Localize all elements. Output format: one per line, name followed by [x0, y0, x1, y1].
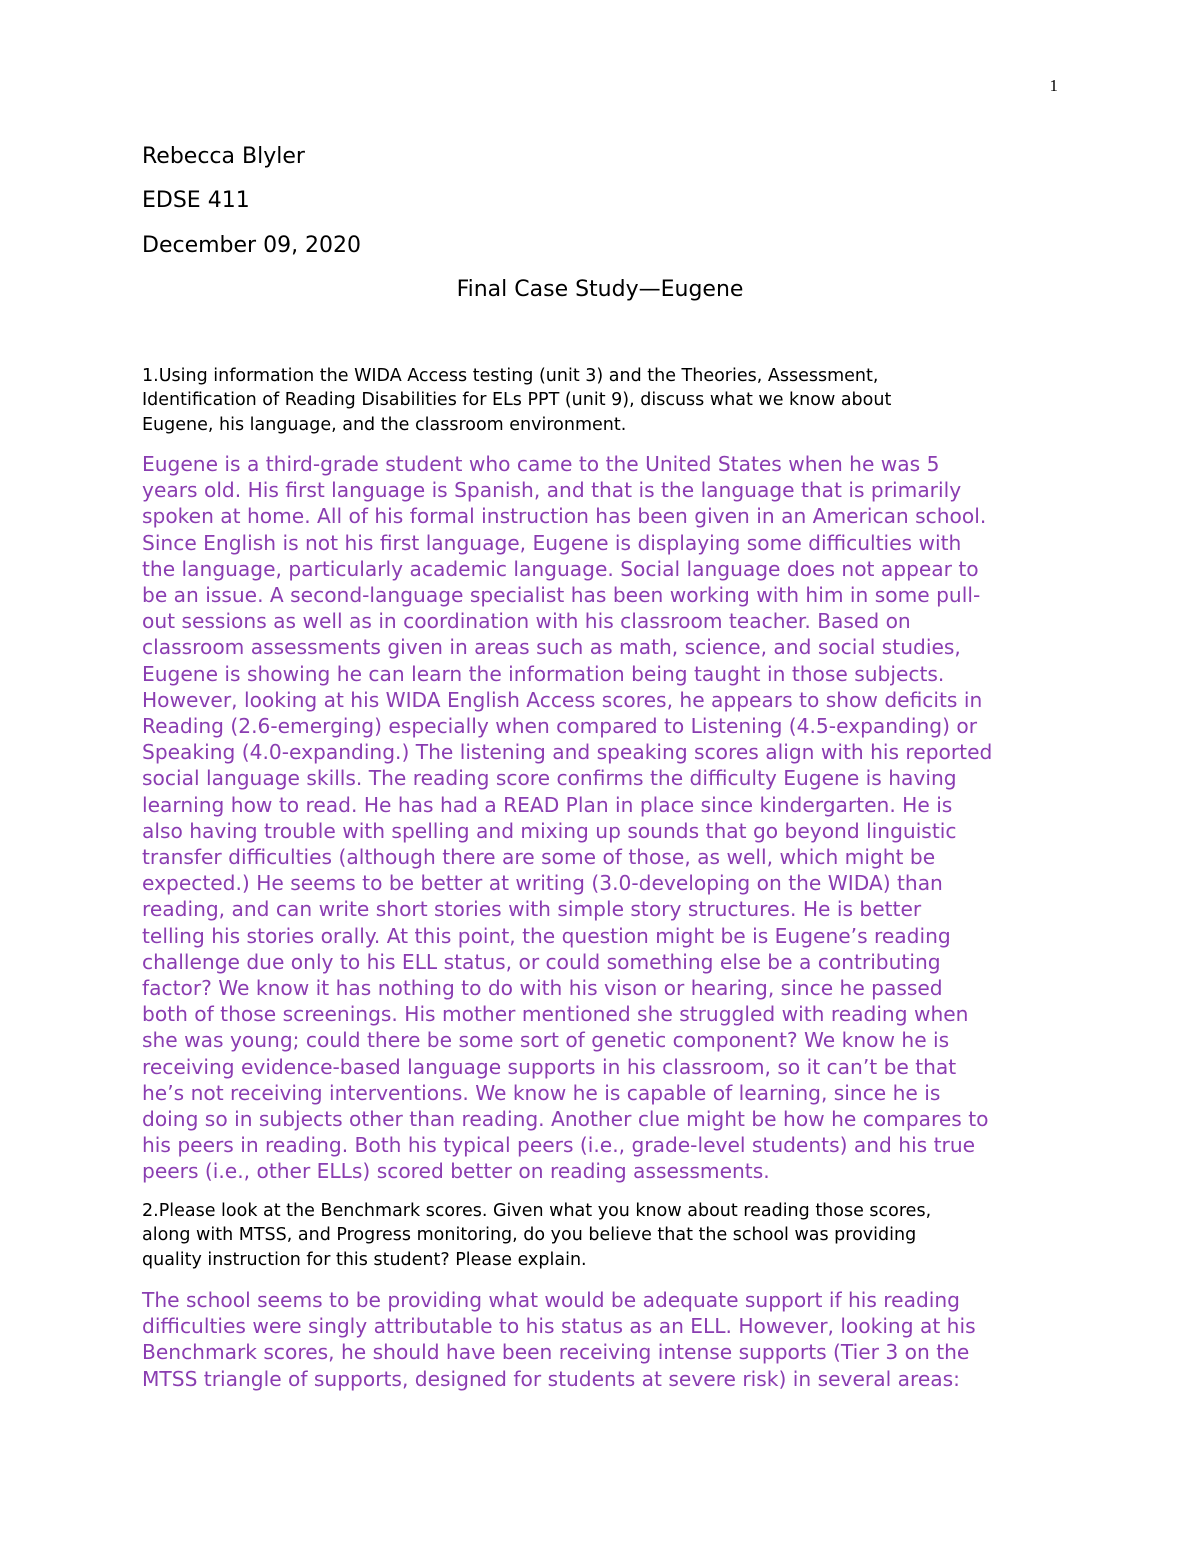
question-line: 2.Please look at the Benchmark scores. Given what you know about reading those scores, [142, 1201, 932, 1221]
answer-line: years old. His first language is Spanish, and that is the language that is primarily [142, 478, 962, 503]
answer-line: The school seems to be providing what would be adequate support if his reading [142, 1288, 960, 1312]
answer-line: Speaking (4.0-expanding.) The listening and speaking scores align with his reported [142, 740, 993, 765]
answer-line: receiving evidence-based language supports in his classroom, so it can’t be that [142, 1054, 957, 1079]
answer-line: factor? We know it has nothing to do with his vison or hearing, since he passed [142, 976, 943, 1001]
question-line: Identification of Reading Disabilities for ELs PPT (unit 9), discuss what we know about [142, 390, 892, 411]
answer-line: transfer difficulties (although there are some of those, as well, which might be [142, 845, 936, 870]
question-line: along with MTSS, and Progress monitoring, do you believe that the school was providing [142, 1225, 917, 1246]
document-title: Final Case Study—Eugene [456, 277, 744, 302]
answer-line: difficulties were singly attributable to his status as an ELL. However, looking at his [142, 1314, 976, 1339]
answer-line: both of those screenings. His mother mentioned she struggled with reading when [142, 1002, 969, 1027]
answer-line: doing so in subjects other than reading. Another clue might be how he compares to [142, 1107, 989, 1132]
answer-line: MTSS triangle of supports, designed for students at severe risk) in several areas: [142, 1366, 960, 1391]
question-1 [142, 364, 1022, 437]
answer-line: Since English is not his first language, Eugene is displaying some difficulties with [142, 530, 962, 555]
answer-line: learning how to read. He has had a READ Plan in place since kindergarten. He is [142, 792, 953, 817]
answer-line: Eugene is a third-grade student who came to the United States when he was 5 [142, 452, 940, 476]
question-line: Eugene, his language, and the classroom environment. [142, 414, 627, 435]
document-date: December 09, 2020 [142, 233, 362, 258]
answer-line: expected.) He seems to be better at writing (3.0-developing on the WIDA) than [142, 871, 943, 896]
answer-line: Benchmark scores, he should have been receiving intense supports (Tier 3 on the [142, 1340, 970, 1365]
answer-line: social language skills. The reading score confirms the difficulty Eugene is having [142, 766, 957, 791]
answer-line: Eugene is showing he can learn the information being taught in those subjects. [142, 661, 945, 686]
answer-line: he’s not receiving interventions. We know he is capable of learning, since he is [142, 1080, 941, 1105]
answer-line: be an issue. A second-language specialist has been working with him in some pull- [142, 583, 981, 608]
question-line: 1.Using information the WIDA Access testing (unit 3) and the Theories, Assessment, [142, 366, 879, 386]
answer-line: the language, particularly academic language. Social language does not appear to [142, 556, 979, 581]
answer-1 [142, 451, 1072, 1185]
answer-line: However, looking at his WIDA English Access scores, he appears to show deficits in [142, 687, 983, 712]
course-code: EDSE 411 [142, 188, 250, 213]
answer-line: telling his stories orally. At this point, the question might be is Eugene’s reading [142, 923, 951, 948]
answer-line: she was young; could there be some sort of genetic component? We know he is [142, 1028, 950, 1053]
question-line: quality instruction for this student? Please explain. [142, 1249, 587, 1270]
answer-line: out sessions as well as in coordination with his classroom teacher. Based on [142, 609, 911, 634]
answer-line: Reading (2.6-emerging) especially when compared to Listening (4.5-expanding) or [142, 714, 978, 739]
answer-line: classroom assessments given in areas such as math, science, and social studies, [142, 635, 961, 660]
answer-line: spoken at home. All of his formal instruction has been given in an American school. [142, 504, 987, 529]
author-name: Rebecca Blyler [142, 144, 305, 169]
answer-2 [142, 1287, 1072, 1392]
page-number: 1 [1049, 76, 1058, 95]
question-2 [142, 1199, 1022, 1272]
answer-line: his peers in reading. Both his typical peers (i.e., grade-level students) and his true [142, 1133, 976, 1158]
answer-line: also having trouble with spelling and mixing up sounds that go beyond linguistic [142, 818, 957, 843]
answer-line: challenge due only to his ELL status, or could something else be a contributing [142, 949, 941, 974]
answer-line: peers (i.e., other ELLs) scored better on reading assessments. [142, 1159, 770, 1184]
answer-line: reading, and can write short stories with simple story structures. He is better [142, 897, 922, 922]
